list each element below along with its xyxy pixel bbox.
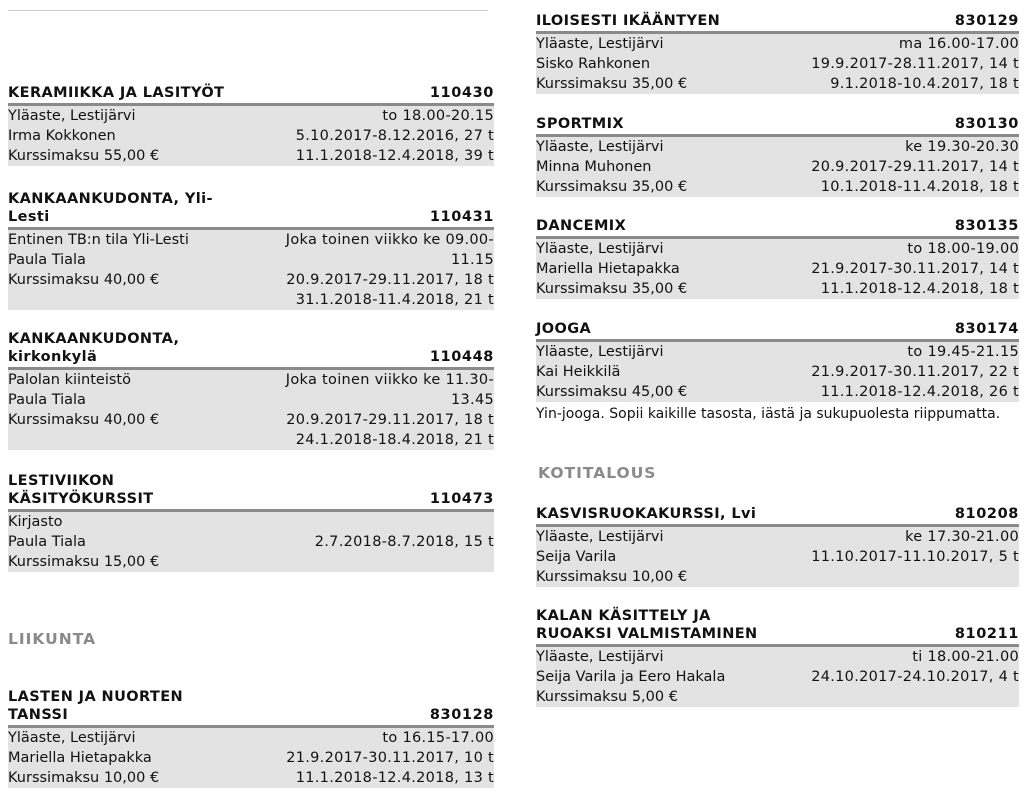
- course-title: KANKAANKUDONTA, kirkonkylä: [8, 331, 180, 365]
- course-location: Palolan kiinteistö: [8, 372, 131, 388]
- course-note: Yin-jooga. Sopii kaikille tasosta, iästä ja sukupuolesta riippumatta.: [536, 406, 1001, 422]
- course-time: 13.45: [450, 392, 494, 408]
- course-title: ILOISESTI IKÄÄNTYEN: [536, 13, 721, 29]
- course-code: 110431: [429, 209, 494, 225]
- course-details: [8, 106, 494, 166]
- course-dates: 19.9.2017-28.11.2017, 14 t: [811, 56, 1019, 72]
- course-row: [536, 342, 1019, 362]
- course-details: [536, 647, 1019, 707]
- course-details: [8, 512, 494, 572]
- course-code: 830130: [954, 116, 1019, 132]
- course-row: [8, 532, 494, 552]
- course-title: JOOGA: [536, 321, 592, 337]
- course-details: [8, 370, 494, 450]
- course-header: [536, 12, 1019, 34]
- course-row: [8, 768, 494, 788]
- course-teacher: Mariella Hietapakka: [536, 261, 680, 277]
- course-dates: 10.1.2018-11.4.2018, 18 t: [820, 179, 1019, 195]
- course-row: [8, 146, 494, 166]
- course-header: [536, 217, 1019, 239]
- course-row: [8, 552, 494, 572]
- course-title: KERAMIIKKA JA LASITYÖT: [8, 85, 225, 101]
- course-fee: Kurssimaksu 5,00 €: [536, 689, 678, 705]
- course-details: [8, 728, 494, 788]
- course-teacher: Mariella Hietapakka: [8, 750, 152, 766]
- section-liikunta: LIIKUNTA: [8, 630, 97, 648]
- course-jooga: [536, 320, 1019, 425]
- course-dates: 21.9.2017-30.11.2017, 14 t: [811, 261, 1019, 277]
- course-header: [8, 190, 494, 230]
- course-code: 830128: [429, 707, 494, 723]
- course-header: [8, 688, 494, 728]
- course-header: [8, 84, 494, 106]
- course-lasten-nuorten-tanssi: [8, 688, 494, 788]
- course-teacher: Paula Tiala: [8, 392, 86, 408]
- course-location: Yläaste, Lestijärvi: [8, 108, 136, 124]
- course-location: Yläaste, Lestijärvi: [8, 730, 136, 746]
- course-sportmix: [536, 115, 1019, 197]
- course-row: [8, 106, 494, 126]
- course-row: [536, 74, 1019, 94]
- course-details: [8, 230, 494, 310]
- course-row: [8, 512, 494, 532]
- course-dates: 24.1.2018-18.4.2018, 21 t: [295, 432, 494, 448]
- course-time: ti 18.00-21.00: [912, 649, 1019, 665]
- course-row: [536, 547, 1019, 567]
- course-code: 830129: [954, 13, 1019, 29]
- course-time: to 19.45-21.15: [907, 344, 1019, 360]
- course-row: [8, 748, 494, 768]
- course-row: [536, 34, 1019, 54]
- course-code: 810208: [954, 506, 1019, 522]
- course-teacher: Kai Heikkilä: [536, 364, 621, 380]
- course-row: [8, 728, 494, 748]
- course-dates: 21.9.2017-30.11.2017, 22 t: [811, 364, 1019, 380]
- course-kankaankudonta-yli-lesti: [8, 190, 494, 310]
- course-row: [8, 290, 494, 310]
- course-row: [536, 362, 1019, 382]
- course-teacher: Paula Tiala: [8, 252, 86, 268]
- course-row: [536, 527, 1019, 547]
- course-fee: Kurssimaksu 10,00 €: [8, 770, 160, 786]
- section-kotitalous: KOTITALOUS: [538, 464, 657, 482]
- top-divider: [8, 10, 488, 11]
- course-dates: 11.1.2018-12.4.2018, 39 t: [295, 148, 494, 164]
- course-dates: 31.1.2018-11.4.2018, 21 t: [295, 292, 494, 308]
- course-time: ke 19.30-20.30: [905, 139, 1019, 155]
- course-fee: Kurssimaksu 35,00 €: [536, 76, 688, 92]
- course-dates: 11.1.2018-12.4.2018, 18 t: [820, 281, 1019, 297]
- course-code: 830135: [954, 218, 1019, 234]
- course-teacher: Seija Varila: [536, 549, 617, 565]
- course-row: [8, 230, 494, 250]
- course-time: to 18.00-20.15: [382, 108, 494, 124]
- course-location: Yläaste, Lestijärvi: [536, 344, 664, 360]
- course-row: [8, 250, 494, 270]
- course-details: [536, 342, 1019, 402]
- course-dancemix: [536, 217, 1019, 299]
- course-time: to 18.00-19.00: [907, 241, 1019, 257]
- course-details: [536, 239, 1019, 299]
- course-dates: 11.1.2018-12.4.2018, 13 t: [295, 770, 494, 786]
- course-fee: Kurssimaksu 40,00 €: [8, 412, 160, 428]
- course-time: Joka toinen viikko ke 11.30-: [285, 372, 494, 388]
- course-title: LASTEN JA NUORTEN TANSSI: [8, 689, 184, 723]
- course-row: [8, 370, 494, 390]
- course-teacher: Paula Tiala: [8, 534, 86, 550]
- course-location: Kirjasto: [8, 514, 63, 530]
- course-title: KALAN KÄSITTELY JA RUOAKSI VALMISTAMINEN: [536, 608, 758, 642]
- course-row: [536, 279, 1019, 299]
- course-dates: 20.9.2017-29.11.2017, 18 t: [286, 412, 494, 428]
- course-kankaankudonta-kirkonkyla: [8, 330, 494, 450]
- course-iloisesti-ikaantyen: [536, 12, 1019, 94]
- course-fee: Kurssimaksu 35,00 €: [536, 179, 688, 195]
- course-header: [536, 115, 1019, 137]
- course-dates: 24.10.2017-24.10.2017, 4 t: [811, 669, 1019, 685]
- course-fee: Kurssimaksu 40,00 €: [8, 272, 160, 288]
- course-title: KASVISRUOKAKURSSI, Lvi: [536, 506, 757, 522]
- course-code: 110430: [429, 85, 494, 101]
- course-time: ma 16.00-17.00: [898, 36, 1019, 52]
- course-row: [536, 157, 1019, 177]
- course-fee: Kurssimaksu 35,00 €: [536, 281, 688, 297]
- course-header: [8, 330, 494, 370]
- course-teacher: Minna Muhonen: [536, 159, 652, 175]
- course-row: [8, 430, 494, 450]
- course-fee: Kurssimaksu 45,00 €: [536, 384, 688, 400]
- course-row: [8, 390, 494, 410]
- course-row: [536, 567, 1019, 587]
- course-code: 830174: [954, 321, 1019, 337]
- course-dates: 9.1.2018-10.4.2017, 18 t: [830, 76, 1019, 92]
- course-kasvisruokakurssi: [536, 505, 1019, 587]
- course-dates: 21.9.2017-30.11.2017, 10 t: [286, 750, 494, 766]
- course-dates: 11.1.2018-12.4.2018, 26 t: [820, 384, 1019, 400]
- course-fee: Kurssimaksu 15,00 €: [8, 554, 160, 570]
- course-details: [536, 137, 1019, 197]
- course-keramiikka: [8, 84, 494, 166]
- course-location: Yläaste, Lestijärvi: [536, 139, 664, 155]
- course-time: 11.15: [450, 252, 494, 268]
- course-header: [536, 607, 1019, 647]
- course-row: [536, 137, 1019, 157]
- course-row: [8, 126, 494, 146]
- course-title: KANKAANKUDONTA, Yli-Lesti: [8, 191, 213, 225]
- course-dates: 20.9.2017-29.11.2017, 14 t: [811, 159, 1019, 175]
- course-teacher: Seija Varila ja Eero Hakala: [536, 669, 726, 685]
- course-fee: Kurssimaksu 55,00 €: [8, 148, 160, 164]
- course-row: [536, 687, 1019, 707]
- course-time: to 16.15-17.00: [382, 730, 494, 746]
- course-title: LESTIVIIKON KÄSITYÖKURSSIT: [8, 473, 154, 507]
- course-dates: 11.10.2017-11.10.2017, 5 t: [811, 549, 1019, 565]
- course-dates: 2.7.2018-8.7.2018, 15 t: [314, 534, 494, 550]
- course-location: Yläaste, Lestijärvi: [536, 36, 664, 52]
- course-code: 110448: [429, 349, 494, 365]
- course-dates: 5.10.2017-8.12.2016, 27 t: [295, 128, 494, 144]
- course-fee: Kurssimaksu 10,00 €: [536, 569, 688, 585]
- course-details: [536, 34, 1019, 94]
- course-time: ke 17.30-21.00: [905, 529, 1019, 545]
- course-header: [8, 472, 494, 512]
- course-location: Yläaste, Lestijärvi: [536, 529, 664, 545]
- course-row: [536, 239, 1019, 259]
- course-row: [536, 382, 1019, 402]
- course-dates: 20.9.2017-29.11.2017, 18 t: [286, 272, 494, 288]
- course-title: DANCEMIX: [536, 218, 627, 234]
- course-details: [536, 527, 1019, 587]
- course-row: [536, 54, 1019, 74]
- course-time: Joka toinen viikko ke 09.00-: [285, 232, 494, 248]
- course-row: [536, 667, 1019, 687]
- course-row: [536, 647, 1019, 667]
- course-teacher: Irma Kokkonen: [8, 128, 116, 144]
- course-code: 810211: [954, 626, 1019, 642]
- course-location: Yläaste, Lestijärvi: [536, 241, 664, 257]
- course-row: [536, 177, 1019, 197]
- course-header: [536, 320, 1019, 342]
- course-row: [8, 270, 494, 290]
- course-lestiviikko: [8, 472, 494, 572]
- course-teacher: Sisko Rahkonen: [536, 56, 651, 72]
- course-row: [536, 259, 1019, 279]
- course-code: 110473: [429, 491, 494, 507]
- course-title: SPORTMIX: [536, 116, 625, 132]
- course-row: [8, 410, 494, 430]
- course-kalan-kasittely: [536, 607, 1019, 707]
- course-location: Yläaste, Lestijärvi: [536, 649, 664, 665]
- course-location: Entinen TB:n tila Yli-Lesti: [8, 232, 189, 248]
- course-header: [536, 505, 1019, 527]
